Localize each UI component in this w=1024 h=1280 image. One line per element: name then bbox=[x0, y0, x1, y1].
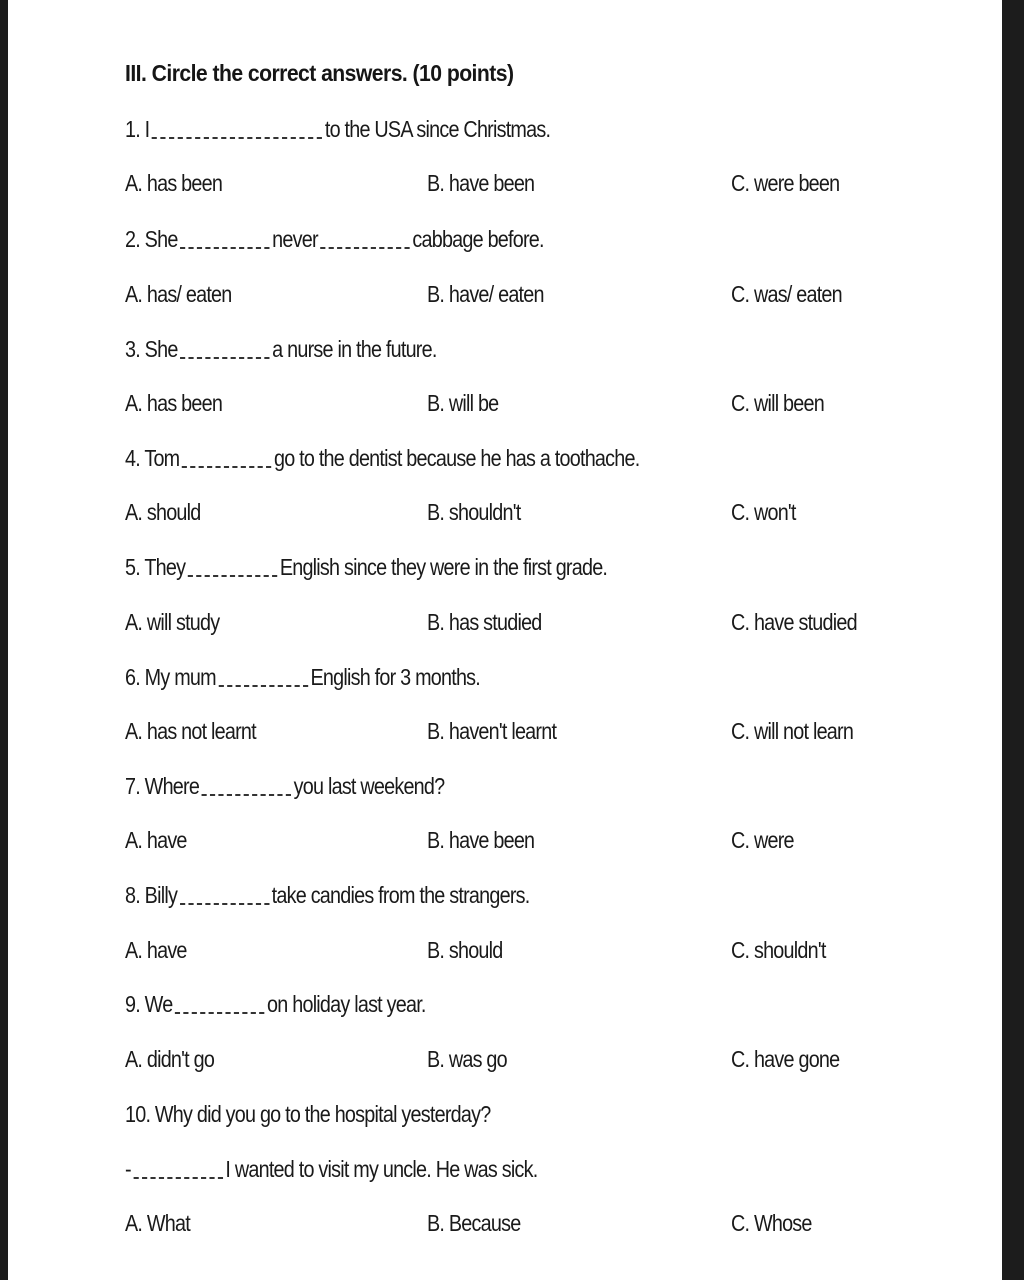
answer-blank[interactable] bbox=[218, 685, 307, 687]
option-b[interactable]: B. has studied bbox=[427, 609, 542, 635]
question-text: a nurse in the future. bbox=[272, 336, 437, 362]
option-b[interactable]: B. have/ eaten bbox=[427, 281, 544, 307]
option-c[interactable]: C. was/ eaten bbox=[731, 281, 842, 307]
question-number: 6. bbox=[125, 664, 140, 690]
option-b[interactable]: B. have been bbox=[427, 170, 535, 196]
worksheet-page bbox=[8, 0, 1002, 1280]
question-1 bbox=[125, 116, 550, 143]
option-a[interactable]: A. have bbox=[125, 827, 187, 853]
question-number: 9. bbox=[125, 991, 140, 1017]
option-b[interactable]: B. haven't learnt bbox=[427, 718, 557, 744]
answer-blank[interactable] bbox=[188, 575, 277, 577]
option-a[interactable]: A. has been bbox=[125, 170, 223, 196]
answer-blank[interactable] bbox=[320, 247, 409, 249]
question-number: 5. bbox=[125, 554, 140, 580]
question-2 bbox=[125, 226, 544, 253]
question-text: Billy bbox=[144, 882, 178, 908]
question-text: you last weekend? bbox=[293, 773, 445, 799]
question-text: She bbox=[144, 226, 178, 252]
answer-blank[interactable] bbox=[180, 357, 269, 359]
question-text: Where bbox=[144, 773, 200, 799]
option-a[interactable]: A. has not learnt bbox=[125, 718, 256, 744]
exercise-title: III. Circle the correct answers. (10 points) bbox=[125, 60, 514, 86]
question-text: to the USA since Christmas. bbox=[324, 116, 551, 142]
option-b[interactable]: B. Because bbox=[427, 1210, 521, 1236]
question-3 bbox=[125, 336, 437, 363]
question-text: I wanted to visit my uncle. He was sick. bbox=[225, 1156, 538, 1182]
answer-blank[interactable] bbox=[152, 137, 322, 139]
question-number: 7. bbox=[125, 773, 140, 799]
answer-blank[interactable] bbox=[175, 1012, 264, 1014]
option-c[interactable]: C. Whose bbox=[731, 1210, 812, 1236]
question-text: on holiday last year. bbox=[267, 991, 426, 1017]
option-a[interactable]: A. has/ eaten bbox=[125, 281, 232, 307]
question-number: 3. bbox=[125, 336, 140, 362]
question-10-reply bbox=[125, 1156, 537, 1183]
option-a[interactable]: A. have bbox=[125, 937, 187, 963]
question-7 bbox=[125, 773, 444, 800]
question-5 bbox=[125, 554, 607, 581]
question-text: take candies from the strangers. bbox=[271, 882, 530, 908]
question-text: My mum bbox=[144, 664, 216, 690]
question-text: English since they were in the first grade. bbox=[279, 554, 608, 580]
option-c[interactable]: C. shouldn't bbox=[731, 937, 826, 963]
question-9 bbox=[125, 991, 426, 1018]
option-a[interactable]: A. should bbox=[125, 499, 201, 525]
question-10 bbox=[125, 1101, 490, 1128]
option-b[interactable]: B. have been bbox=[427, 827, 535, 853]
question-text: go to the dentist because he has a toothache. bbox=[273, 445, 640, 471]
question-number: 1. bbox=[125, 116, 140, 142]
answer-blank[interactable] bbox=[133, 1177, 222, 1179]
option-c[interactable]: C. were bbox=[731, 827, 794, 853]
option-c[interactable]: C. have studied bbox=[731, 609, 857, 635]
question-text: Why did you go to the hospital yesterday? bbox=[154, 1101, 491, 1127]
question-number: 2. bbox=[125, 226, 140, 252]
question-text: They bbox=[144, 554, 186, 580]
option-b[interactable]: B. should bbox=[427, 937, 503, 963]
answer-blank[interactable] bbox=[180, 247, 269, 249]
question-8 bbox=[125, 882, 529, 909]
question-number: 10. bbox=[125, 1101, 151, 1127]
reply-dash: - bbox=[125, 1156, 131, 1182]
option-a[interactable]: A. will study bbox=[125, 609, 220, 635]
question-text: never bbox=[272, 226, 318, 252]
answer-blank[interactable] bbox=[182, 466, 271, 468]
option-c[interactable]: C. have gone bbox=[731, 1046, 840, 1072]
question-text: cabbage before. bbox=[412, 226, 544, 252]
question-text: I bbox=[144, 116, 150, 142]
question-text: We bbox=[144, 991, 173, 1017]
option-b[interactable]: B. will be bbox=[427, 390, 499, 416]
option-c[interactable]: C. won't bbox=[731, 499, 796, 525]
question-6 bbox=[125, 664, 480, 691]
question-text: English for 3 months. bbox=[310, 664, 481, 690]
question-text: She bbox=[144, 336, 178, 362]
option-b[interactable]: B. shouldn't bbox=[427, 499, 521, 525]
option-c[interactable]: C. will not learn bbox=[731, 718, 854, 744]
option-a[interactable]: A. didn't go bbox=[125, 1046, 215, 1072]
question-text: Tom bbox=[144, 445, 180, 471]
answer-blank[interactable] bbox=[180, 903, 269, 905]
question-number: 8. bbox=[125, 882, 140, 908]
answer-blank[interactable] bbox=[202, 794, 291, 796]
option-a[interactable]: A. has been bbox=[125, 390, 223, 416]
option-a[interactable]: A. What bbox=[125, 1210, 190, 1236]
question-4 bbox=[125, 445, 639, 472]
option-c[interactable]: C. will been bbox=[731, 390, 824, 416]
option-b[interactable]: B. was go bbox=[427, 1046, 507, 1072]
question-number: 4. bbox=[125, 445, 140, 471]
option-c[interactable]: C. were been bbox=[731, 170, 840, 196]
